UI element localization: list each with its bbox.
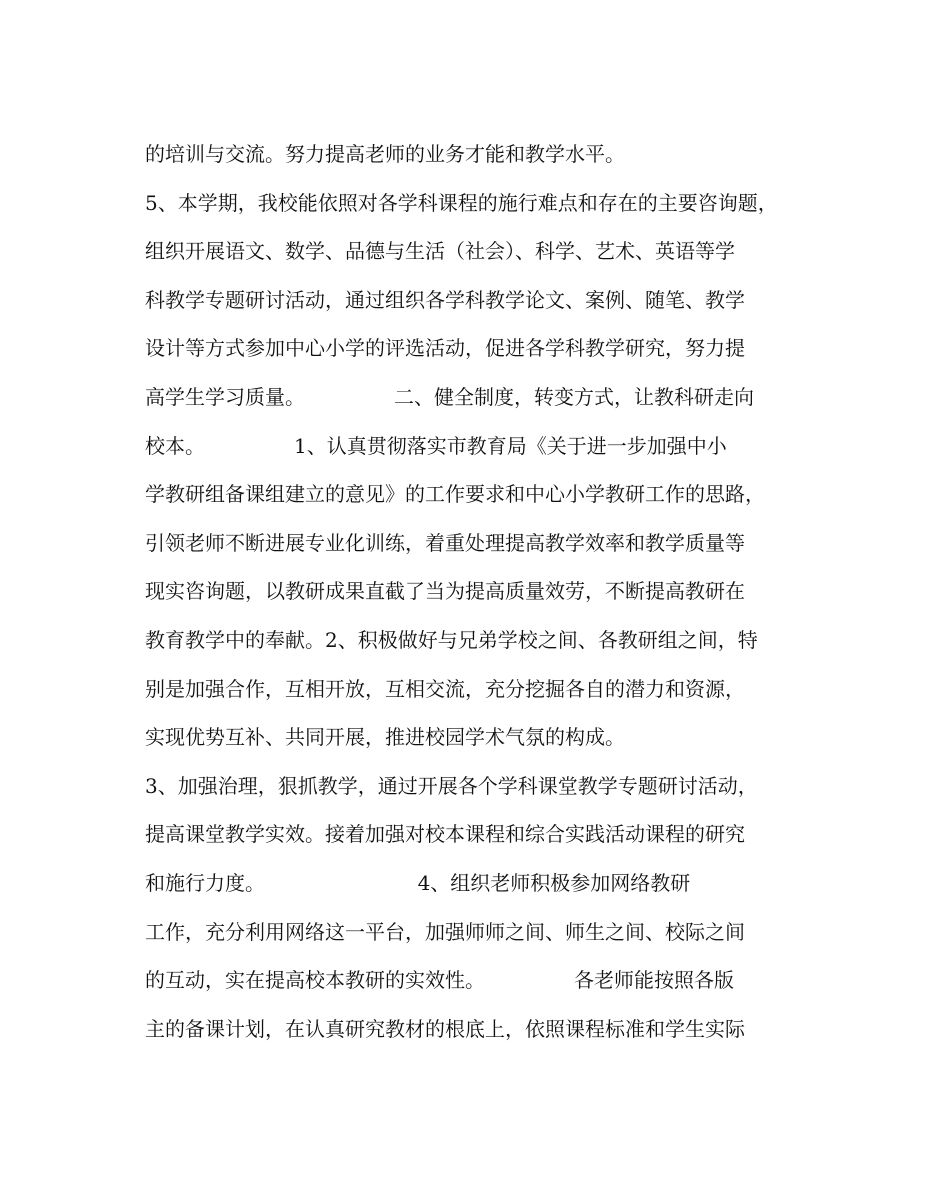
text-line-14: 3、加强治理，狠抓教学，通过开展各个学科课堂教学专题研讨活动， — [145, 773, 758, 798]
text-line-2: 5、本学期，我校能依照对各学科课程的施行难点和存在的主要咨询题， — [145, 190, 778, 215]
text-line-15: 提高课堂教学实效。接着加强对校本课程和综合实践活动课程的研究 — [145, 822, 745, 847]
text-line-18: 的互动，实在提高校本教研的实效性。 各老师能按照各版 — [145, 968, 735, 993]
text-line-4: 科教学专题研讨活动，通过组织各学科教学论文、案例、随笔、教学 — [145, 287, 745, 312]
text-line-19: 主的备课计划，在认真研究教材的根底上，依照课程标准和学生实际 — [145, 1016, 745, 1041]
text-line-3: 组织开展语文、数学、品德与生活（社会）、科学、艺术、英语等学 — [145, 239, 735, 264]
text-line-9: 引领老师不断进展专业化训练，着重处理提高教学效率和教学质量等 — [145, 530, 745, 555]
text-line-16: 和施行力度。 4、组织老师积极参加网络教研 — [145, 870, 691, 895]
text-line-5: 设计等方式参加中心小学的评选活动，促进各学科教学研究，努力提 — [145, 336, 745, 361]
text-line-1: 的培训与交流。努力提高老师的业务才能和教学水平。 — [145, 142, 625, 166]
text-line-7: 校本。 1、认真贯彻落实市教育局《关于进一步加强中小 — [145, 433, 727, 458]
text-line-11: 教育教学中的奉献。2、积极做好与兄弟学校之间、各教研组之间，特 — [145, 627, 758, 652]
text-line-13: 实现优势互补、共同开展，推进校园学术气氛的构成。 — [145, 725, 625, 750]
text-line-8: 学教研组备课组建立的意见》的工作要求和中心小学教研工作的思路， — [145, 482, 765, 507]
text-line-10: 现实咨询题，以教研成果直截了当为提高质量效劳，不断提高教研在 — [145, 579, 745, 604]
body-text — [145, 130, 825, 1053]
text-line-6: 高学生学习质量。 二、健全制度，转变方式，让教科研走向 — [145, 384, 755, 409]
text-line-17: 工作，充分利用网络这一平台，加强师师之间、师生之间、校际之间 — [145, 919, 745, 944]
text-line-12: 别是加强合作，互相开放，互相交流，充分挖掘各自的潜力和资源， — [145, 676, 745, 701]
